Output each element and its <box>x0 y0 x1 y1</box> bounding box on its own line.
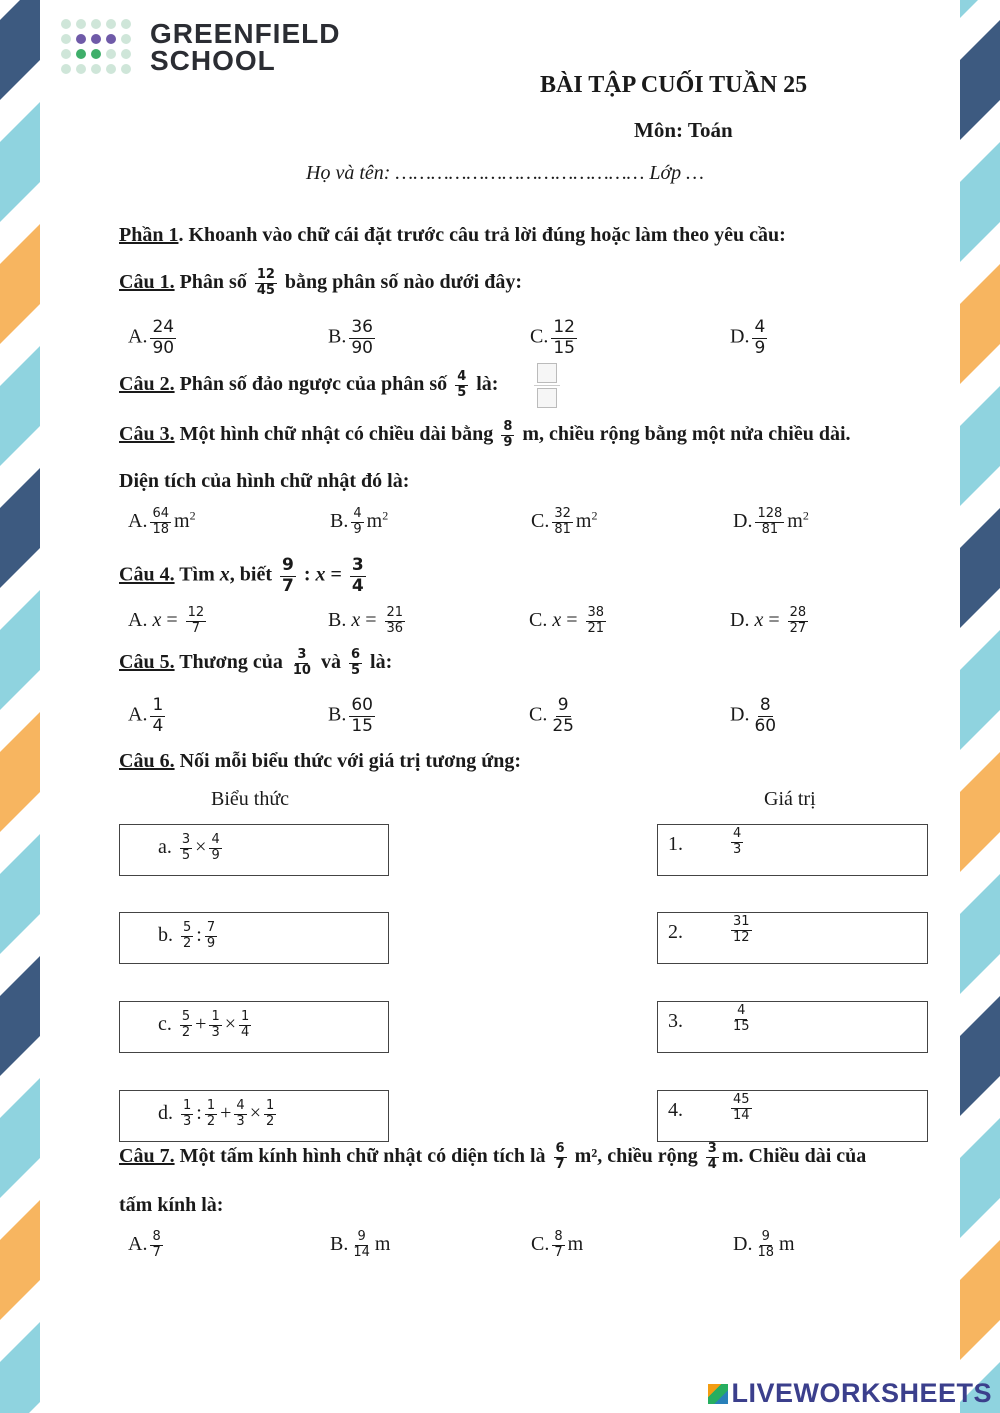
border-stripe <box>960 874 1000 994</box>
left-decorative-border <box>0 0 40 1413</box>
border-stripe <box>0 590 40 710</box>
q1-option-b[interactable]: B. $\frac{36}{90}$ <box>328 317 373 358</box>
border-stripe <box>0 1078 40 1198</box>
expression-box-c[interactable]: c. $\frac{5}{2}$ + $\frac{1}{3}$ × $\frac{1}{4}$ <box>119 1001 389 1053</box>
question-1: Câu 1. Phân số $\frac{12}{45}$ bằng phân số nào dưới đây: <box>119 267 522 298</box>
border-stripe <box>0 1200 40 1320</box>
q5-option-a[interactable]: A. $\frac{1}{4}$ <box>128 695 164 736</box>
q7-option-b[interactable]: B. $\frac{9}{14}$ m <box>330 1229 391 1260</box>
border-stripe <box>960 996 1000 1116</box>
value-box-4[interactable]: 4. $\frac{45}{14}$ <box>657 1090 928 1142</box>
student-name-line: Họ và tên: …………………………………… Lớp … <box>306 162 704 184</box>
question-7: Câu 7. Một tấm kính hình chữ nhật có diện tích là $\frac{6}{7}$ m², chiều rộng $\frac{3}{4}$ m. Chiều dài của <box>119 1141 867 1172</box>
value-box-3[interactable]: 3. $\frac{4}{15}$ <box>657 1001 928 1053</box>
q5-option-b[interactable]: B. $\frac{60}{15}$ <box>328 695 373 736</box>
school-name: GREENFIELD SCHOOL <box>150 18 341 76</box>
border-stripe <box>960 386 1000 506</box>
q4-option-d[interactable]: D. x = $\frac{28}{27}$ <box>730 605 807 636</box>
border-stripe <box>960 142 1000 262</box>
value-column-header: Giá trị <box>764 788 816 810</box>
border-stripe <box>0 102 40 222</box>
right-decorative-border <box>960 0 1000 1413</box>
q1-option-a[interactable]: A. $\frac{24}{90}$ <box>128 317 175 358</box>
q3-option-c[interactable]: C. $\frac{32}{81}$ $m^2$ <box>531 506 598 537</box>
border-stripe <box>0 346 40 466</box>
liveworksheets-logo: LIVEWORKSHEETS <box>708 1378 992 1409</box>
question-4: Câu 4. Tìm x, biết $\frac{9}{7}$ : x = $\frac{3}{4}$ <box>119 555 364 596</box>
border-stripe <box>0 1322 40 1413</box>
q1-option-d[interactable]: D. $\frac{4}{9}$ <box>730 317 766 358</box>
border-stripe <box>960 630 1000 750</box>
border-stripe <box>0 0 40 100</box>
border-stripe <box>0 468 40 588</box>
expression-box-b[interactable]: b. $\frac{5}{2}$ : $\frac{7}{9}$ <box>119 912 389 964</box>
q5-option-d[interactable]: D. $\frac{8}{60}$ <box>730 695 777 736</box>
q5-option-c[interactable]: C. $\frac{9}{25}$ <box>529 695 574 736</box>
q4-option-a[interactable]: A. x = $\frac{12}{7}$ <box>128 605 205 636</box>
part1-instruction: Phần 1. Khoanh vào chữ cái đặt trước câu trả lời đúng hoặc làm theo yêu cầu: <box>119 224 786 246</box>
border-stripe <box>960 1118 1000 1238</box>
q2-answer-fraction <box>534 363 560 408</box>
subject-label: Môn: Toán <box>634 118 733 142</box>
q4-option-b[interactable]: B. x = $\frac{21}{36}$ <box>328 605 404 636</box>
border-stripe <box>960 264 1000 384</box>
border-stripe <box>0 834 40 954</box>
border-stripe <box>960 20 1000 140</box>
border-stripe <box>0 712 40 832</box>
border-stripe <box>0 956 40 1076</box>
q1-option-c[interactable]: C. $\frac{12}{15}$ <box>530 317 575 358</box>
q2-denominator-input[interactable] <box>537 388 557 408</box>
border-stripe <box>960 0 1000 18</box>
q3-option-d[interactable]: D. $\frac{128}{81}$ $m^2$ <box>733 506 809 537</box>
q7-option-a[interactable]: A. $\frac{8}{7}$ <box>128 1229 161 1260</box>
q2-numerator-input[interactable] <box>537 363 557 383</box>
q3-option-a[interactable]: A. $\frac{64}{18}$ $m^2$ <box>128 506 196 537</box>
border-stripe <box>0 224 40 344</box>
question-3-line2: Diện tích của hình chữ nhật đó là: <box>119 470 410 492</box>
expression-box-d[interactable]: d. $\frac{1}{3}$ : $\frac{1}{2}$ + $\frac{4}{3}$ × $\frac{1}{2}$ <box>119 1090 389 1142</box>
border-stripe <box>960 1240 1000 1360</box>
liveworksheets-icon <box>708 1384 728 1404</box>
question-5: Câu 5. Thương của $\frac{3}{10}$ và $\frac{6}{5}$ là: <box>119 647 393 678</box>
q7-option-d[interactable]: D. $\frac{9}{18}$ m <box>733 1229 795 1260</box>
q7-option-c[interactable]: C. $\frac{8}{7}$ m <box>531 1229 584 1260</box>
worksheet-title: BÀI TẬP CUỐI TUẦN 25 <box>540 72 808 98</box>
school-logo-icon <box>60 18 140 85</box>
value-box-2[interactable]: 2. $\frac{31}{12}$ <box>657 912 928 964</box>
expression-box-a[interactable]: a. $\frac{3}{5}$ × $\frac{4}{9}$ <box>119 824 389 876</box>
q4-option-c[interactable]: C. x = $\frac{38}{21}$ <box>529 605 605 636</box>
question-2: Câu 2. Phân số đảo ngược của phân số $\frac{4}{5}$ là: <box>119 369 499 400</box>
question-3: Câu 3. Một hình chữ nhật có chiều dài bằng $\frac{8}{9}$ m, chiều rộng bằng một nửa chiều dài. <box>119 419 851 450</box>
border-stripe <box>960 508 1000 628</box>
border-stripe <box>960 752 1000 872</box>
question-7-line2: tấm kính là: <box>119 1194 224 1216</box>
question-6: Câu 6. Nối mỗi biểu thức với giá trị tương ứng: <box>119 750 522 772</box>
expression-column-header: Biểu thức <box>211 788 290 810</box>
q3-option-b[interactable]: B. $\frac{4}{9}$ $m^2$ <box>330 506 389 537</box>
value-box-1[interactable]: 1. $\frac{4}{3}$ <box>657 824 928 876</box>
